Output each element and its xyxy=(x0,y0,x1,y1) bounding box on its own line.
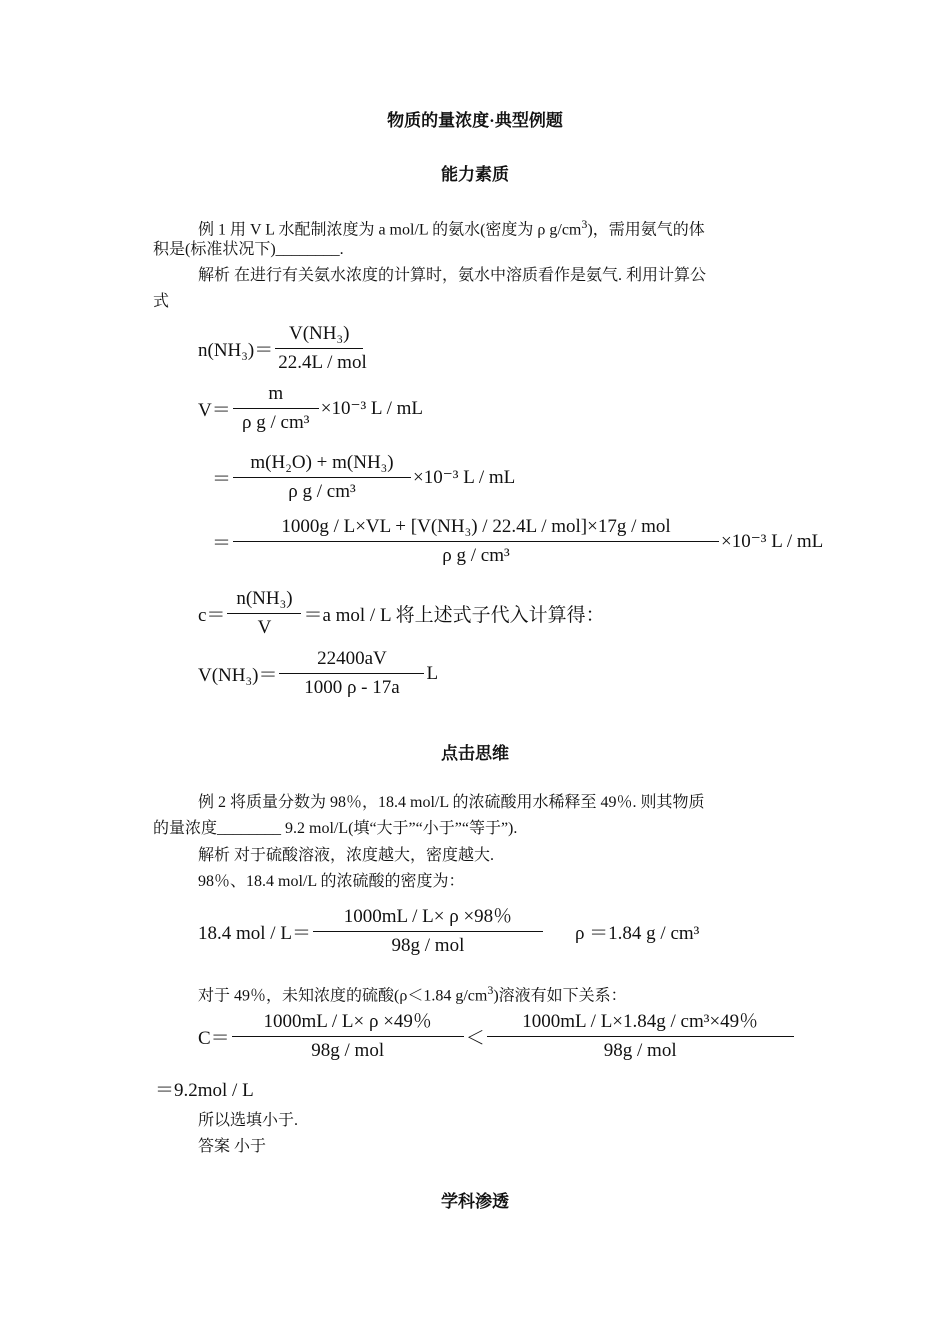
section-heading-ability: 能力素质 xyxy=(441,165,509,184)
section-heading-discipline: 学科渗透 xyxy=(441,1192,509,1211)
equation-volume-2: ＝ $\frac{\text{m(H₂O) + m(NH₃)}}{\text{ρ g / cm³}}$ ×10⁻³ L / mL xyxy=(212,452,516,502)
example1-question-line2: 积是(标准状况下)________. xyxy=(153,241,344,258)
example2-answer: 答案 小于 xyxy=(198,1138,267,1155)
example2-analysis-line2: 98％、18.4 mol/L 的浓硫酸的密度为： xyxy=(198,873,465,890)
example2-conclusion: 所以选填小于. xyxy=(198,1112,299,1129)
example2-question-line2: 的量浓度________ 9.2 mol/L(填“大于”“小于”“等于”). xyxy=(153,820,518,837)
equation-comparison: C＝ $\frac{1000mL / L\times \rho \times 49\%}{\text{98g / mol}}$ ＜ $\frac{\text{1000mL / L×1.84g / cm³×49％}}{\text{98g / mol}}$ xyxy=(198,1010,796,1063)
example1-analysis-line2: 式 xyxy=(153,293,170,310)
page-title: 物质的量浓度·典型例题 xyxy=(387,111,563,130)
example2-analysis-line3: 对于 49％，未知浓度的硫酸(ρ＜1.84 $g/cm^3$)溶液有如下关系： xyxy=(198,983,627,1005)
equation-volume-result: V(NH₃)＝ $\frac{22400aV}{1000 \rho - 17a}$ L xyxy=(198,648,439,698)
equation-concentration: c＝ $\frac{\text{n(NH₃)}}{V}$ ＝a mol / L 将上述式子代入计算得： xyxy=(198,588,605,638)
example1-analysis-line1: 解析 在进行有关氨水浓度的计算时，氨水中溶质看作是氨气. 利用计算公 xyxy=(198,267,707,284)
example2-analysis-line1: 解析 对于硫酸溶液，浓度越大，密度越大. xyxy=(198,847,495,864)
example2-question-line1: 例 2 将质量分数为 98％，18.4 mol/L 的浓硫酸用水稀释至 49％. 则其物质 xyxy=(198,794,705,811)
equation-moles-ammonia: n(NH₃)＝ $\frac{\text{V(NH₃)}}{\text{22.4L / mol}}$ xyxy=(198,323,367,373)
equation-volume-3: ＝ $\frac{\text{1000g / L×VL + [V(NH₃) / 22.4L / mol]×17g / mol}}{\text{ρ g / cm³}}$ ×10⁻³ L / mL xyxy=(212,516,824,566)
example1-question-line1: 例 1 用 V L 水配制浓度为 a mol/L 的氨水(密度为 ρ $g/cm^3$)，需用氨气的体 xyxy=(198,217,705,239)
equation-result: ＝9.2mol / L xyxy=(155,1080,254,1101)
equation-density: 18.4 mol / L＝ $\frac{1000mL / L\times \rho \times 98\%}{\text{98g / mol}}$ ρ ＝1.84 g / cm³ xyxy=(198,906,700,956)
section-heading-thinking: 点击思维 xyxy=(441,744,509,763)
equation-volume-1: V＝ $\frac{m}{\text{ρ g / cm³}}$ ×10⁻³ L / mL xyxy=(198,383,423,433)
